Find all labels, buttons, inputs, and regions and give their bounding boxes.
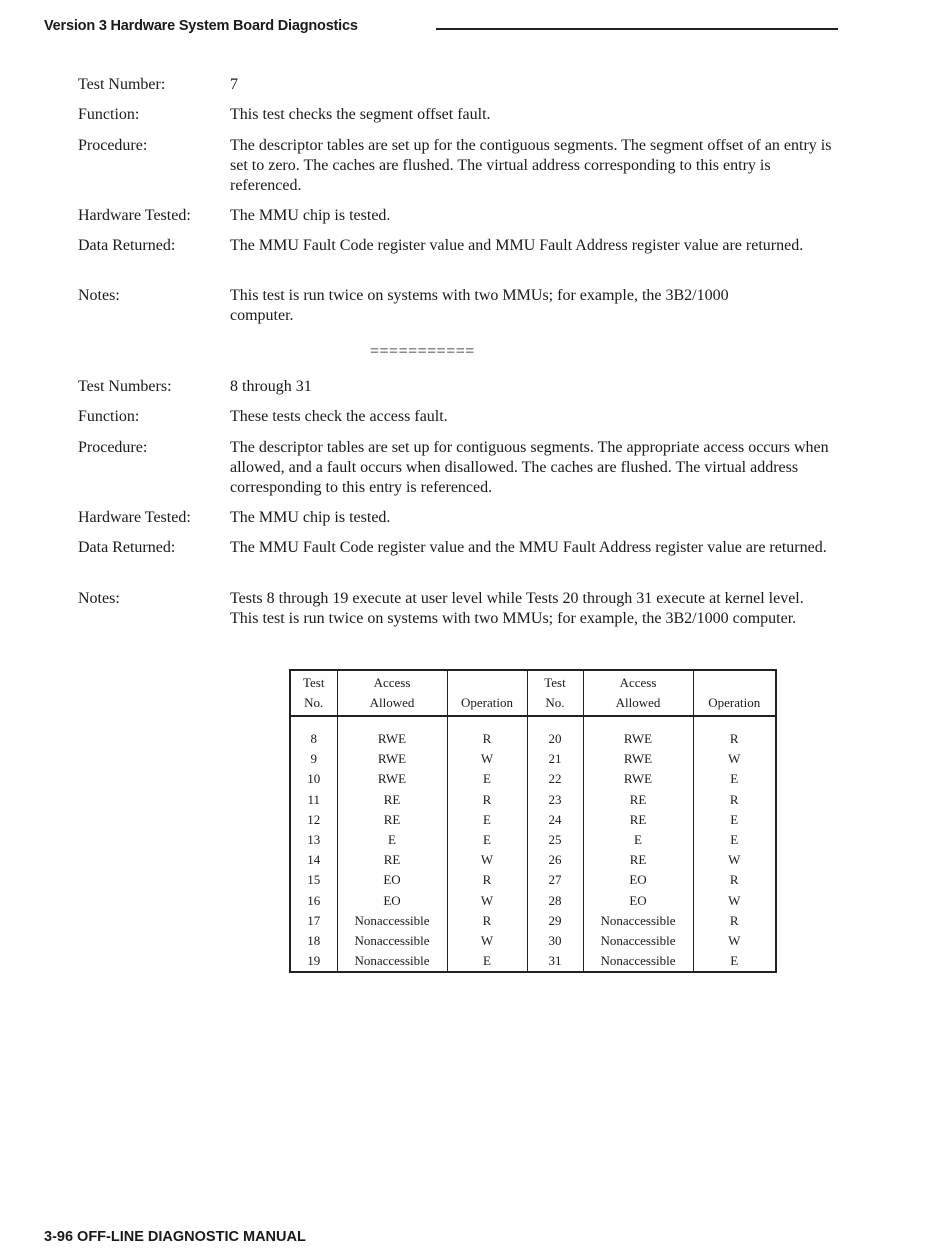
table-cell: EO xyxy=(337,891,447,911)
label: Procedure: xyxy=(78,439,148,456)
table-row xyxy=(290,931,776,951)
table-cell: E xyxy=(447,810,527,830)
table-cell: E xyxy=(693,810,776,830)
label: Hardware Tested: xyxy=(78,207,191,224)
table-cell: W xyxy=(693,749,776,769)
table-cell: 27 xyxy=(527,870,583,890)
table-cell: RE xyxy=(337,850,447,870)
table-cell: RWE xyxy=(583,749,693,769)
table-cell: 8 xyxy=(310,731,317,746)
column-header-line: No. xyxy=(304,695,324,710)
section-separator: =========== xyxy=(370,343,475,360)
table-cell: E xyxy=(693,769,776,789)
table-cell: RE xyxy=(583,790,693,810)
column-header-line: Access xyxy=(619,675,657,690)
table-cell: R xyxy=(447,870,527,890)
table-cell: 22 xyxy=(527,769,583,789)
table-cell: E xyxy=(447,951,527,972)
running-header: Version 3 Hardware System Board Diagnostics xyxy=(44,18,358,34)
table-cell: 19 xyxy=(307,953,321,969)
value: This test is run twice on systems with two MMUs; for example, the 3B2/1000 computer. xyxy=(230,287,729,325)
table-row xyxy=(290,729,776,749)
column-header xyxy=(693,670,776,716)
table-cell: 10 xyxy=(307,771,321,787)
value: 8 through 31 xyxy=(230,378,312,395)
label: Test Numbers: xyxy=(78,378,172,395)
table-cell: E xyxy=(447,830,527,850)
table-row xyxy=(290,790,776,810)
column-header xyxy=(583,670,693,716)
label: Hardware Tested: xyxy=(78,509,191,526)
value: The MMU Fault Code register value and MMU Fault Address register value are returned. xyxy=(230,237,804,254)
table-cell: 21 xyxy=(527,749,583,769)
page-footer: 3-96 OFF-LINE DIAGNOSTIC MANUAL xyxy=(44,1229,306,1245)
label: Function: xyxy=(78,106,140,123)
table-cell: 25 xyxy=(527,830,583,850)
table-cell: 14 xyxy=(307,852,321,868)
table-cell: 13 xyxy=(307,832,321,848)
table-cell: R xyxy=(447,911,527,931)
table-cell: E xyxy=(693,951,776,972)
table-cell: R xyxy=(447,790,527,810)
table-cell: EO xyxy=(583,891,693,911)
table-cell: 29 xyxy=(527,911,583,931)
table-cell: E xyxy=(337,830,447,850)
table-cell: Nonaccessible xyxy=(583,951,693,972)
column-header xyxy=(290,670,337,716)
column-header-line: No. xyxy=(545,695,565,710)
table-cell: 15 xyxy=(307,872,321,888)
table-cell: R xyxy=(693,870,776,890)
column-header-line xyxy=(694,673,776,693)
table-cell: Nonaccessible xyxy=(337,931,447,951)
value: The MMU chip is tested. xyxy=(230,207,391,224)
table-cell: 31 xyxy=(527,951,583,972)
table-cell: 16 xyxy=(307,892,321,908)
column-header-line: Operation xyxy=(708,695,761,710)
label: Notes: xyxy=(78,287,120,304)
value: These tests check the access fault. xyxy=(230,408,448,425)
table-cell: Nonaccessible xyxy=(583,931,693,951)
table-cell: 9 xyxy=(310,751,317,767)
label: Function: xyxy=(78,408,140,425)
table-row xyxy=(290,769,776,789)
table-cell: 23 xyxy=(527,790,583,810)
table-cell: W xyxy=(693,931,776,951)
table-cell: R xyxy=(447,729,527,749)
table-cell: 17 xyxy=(307,912,321,928)
table-row xyxy=(290,911,776,931)
column-header xyxy=(447,670,527,716)
table-cell: 28 xyxy=(527,891,583,911)
table-cell: EO xyxy=(583,870,693,890)
table-cell: E xyxy=(447,769,527,789)
table-cell: RWE xyxy=(583,769,693,789)
value: The descriptor tables are set up for the contiguous segments. The segment offset of an entry is set to zero. The caches are flushed. The virtual address corresponding to this entry is referenced. xyxy=(230,137,832,195)
table-cell: E xyxy=(583,830,693,850)
column-header-line: Test xyxy=(544,675,566,690)
table-cell: W xyxy=(447,850,527,870)
table-cell: W xyxy=(447,931,527,951)
table-cell: RE xyxy=(583,810,693,830)
column-header-line: Allowed xyxy=(369,695,415,710)
column-header xyxy=(527,670,583,716)
table-cell: EO xyxy=(337,870,447,890)
table-cell: Nonaccessible xyxy=(583,911,693,931)
table-cell: 11 xyxy=(307,791,321,807)
table-cell: Nonaccessible xyxy=(337,951,447,972)
table-row xyxy=(290,850,776,870)
table-row xyxy=(290,870,776,890)
table-cell: 20 xyxy=(527,729,583,749)
value: The descriptor tables are set up for contiguous segments. The appropriate access occurs when allowed, and a fault occurs when disallowed. The caches are flushed. The virtual address corresponding to this entry is referenced. xyxy=(230,439,829,497)
header-rule xyxy=(436,28,838,30)
value: Tests 8 through 19 execute at user level while Tests 20 through 31 execute at kernel level. This test is run twice on systems with two MMUs; for example, the 3B2/1000 computer. xyxy=(230,590,804,628)
table-cell: E xyxy=(693,830,776,850)
table-cell: 30 xyxy=(527,931,583,951)
column-header-line: Test xyxy=(303,675,325,690)
table-cell: R xyxy=(693,790,776,810)
table-cell: W xyxy=(693,891,776,911)
table-cell: RE xyxy=(583,850,693,870)
table-row xyxy=(290,749,776,769)
column-header xyxy=(337,670,447,716)
table-cell: 26 xyxy=(527,850,583,870)
table-row xyxy=(290,810,776,830)
value: 7 xyxy=(230,76,238,93)
column-header-line: Operation xyxy=(461,695,513,710)
table-row xyxy=(290,891,776,911)
column-header-line: Access xyxy=(373,675,411,690)
table-cell: RE xyxy=(337,790,447,810)
label: Test Number: xyxy=(78,76,166,93)
table-cell: 12 xyxy=(307,811,321,827)
table-row xyxy=(290,951,776,972)
table-cell: R xyxy=(693,729,776,749)
column-header-line xyxy=(448,673,527,693)
table-cell: RWE xyxy=(583,729,693,749)
table-cell: W xyxy=(447,749,527,769)
value: The MMU chip is tested. xyxy=(230,509,391,526)
table-cell: RWE xyxy=(337,729,447,749)
table-cell: 18 xyxy=(307,933,321,949)
table-row xyxy=(290,830,776,850)
table-cell: RE xyxy=(337,810,447,830)
table-cell: RWE xyxy=(337,749,447,769)
label: Data Returned: xyxy=(78,237,176,254)
table-cell: R xyxy=(693,911,776,931)
label: Notes: xyxy=(78,590,120,607)
value: The MMU Fault Code register value and the MMU Fault Address register value are returned. xyxy=(230,539,827,556)
table-cell: RWE xyxy=(337,769,447,789)
table-cell: W xyxy=(447,891,527,911)
table-cell: W xyxy=(693,850,776,870)
table-cell: 24 xyxy=(527,810,583,830)
label: Procedure: xyxy=(78,137,148,154)
access-fault-table xyxy=(289,669,777,973)
column-header-line: Allowed xyxy=(615,695,661,710)
table-cell: Nonaccessible xyxy=(337,911,447,931)
label: Data Returned: xyxy=(78,539,176,556)
value: This test checks the segment offset fault. xyxy=(230,106,491,123)
